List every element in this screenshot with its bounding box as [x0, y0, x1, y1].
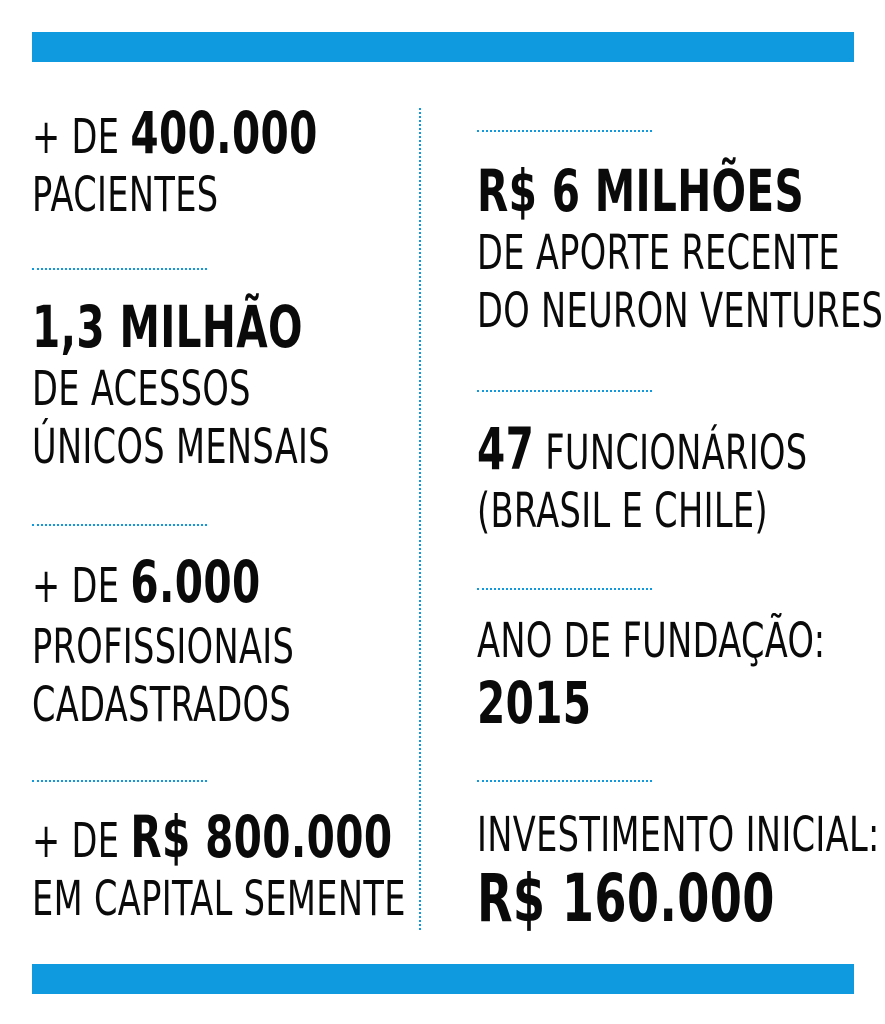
- stat-patients: [32, 99, 440, 224]
- stat-prefix: + DE: [32, 109, 120, 165]
- right-separator-4: [477, 780, 652, 782]
- left-separator-3: [32, 780, 207, 782]
- stat-recent-investment: [477, 158, 885, 340]
- stat-label: DO NEURON VENTURES: [477, 283, 884, 339]
- right-separator-1: [477, 130, 652, 132]
- stat-founded: [477, 612, 885, 736]
- stat-accesses: [32, 294, 458, 476]
- stat-prefix: + DE: [32, 813, 120, 869]
- stat-prefix: + DE: [32, 558, 120, 614]
- stat-number: 2015: [477, 669, 592, 737]
- stat-number: 400.000: [130, 99, 318, 167]
- right-separator-2: [477, 390, 652, 392]
- right-separator-3: [477, 588, 652, 590]
- stat-label: ANO DE FUNDAÇÃO:: [477, 613, 826, 669]
- top-accent-bar: [32, 32, 854, 62]
- stat-initial-investment: [477, 806, 885, 937]
- stat-number: R$ 160.000: [477, 860, 775, 937]
- stat-label: ÚNICOS MENSAIS: [32, 419, 330, 475]
- stat-number: R$ 6 MILHÕES: [477, 157, 805, 225]
- stat-label: (BRASIL E CHILE): [477, 483, 768, 539]
- stat-label: PACIENTES: [32, 167, 219, 223]
- stat-label: DE ACESSOS: [32, 361, 251, 417]
- stat-number: R$ 800.000: [130, 803, 393, 871]
- stat-label: INVESTIMENTO INICIAL:: [477, 807, 880, 863]
- stat-number: 6.000: [130, 548, 261, 616]
- stat-number: 1,3 MILHÃO: [32, 293, 303, 361]
- stat-label: PROFISSIONAIS: [32, 619, 295, 675]
- stat-employees: [477, 415, 885, 540]
- bottom-accent-bar: [32, 964, 854, 994]
- left-separator-2: [32, 524, 207, 526]
- stat-label: EM CAPITAL SEMENTE: [32, 871, 406, 927]
- column-divider: [419, 108, 421, 930]
- stat-professionals: [32, 550, 407, 734]
- stat-number: 47: [477, 415, 535, 483]
- left-separator-1: [32, 268, 207, 270]
- stat-label: FUNCIONÁRIOS: [545, 425, 808, 481]
- stat-label: CADASTRADOS: [32, 677, 292, 733]
- stat-label: DE APORTE RECENTE: [477, 225, 840, 281]
